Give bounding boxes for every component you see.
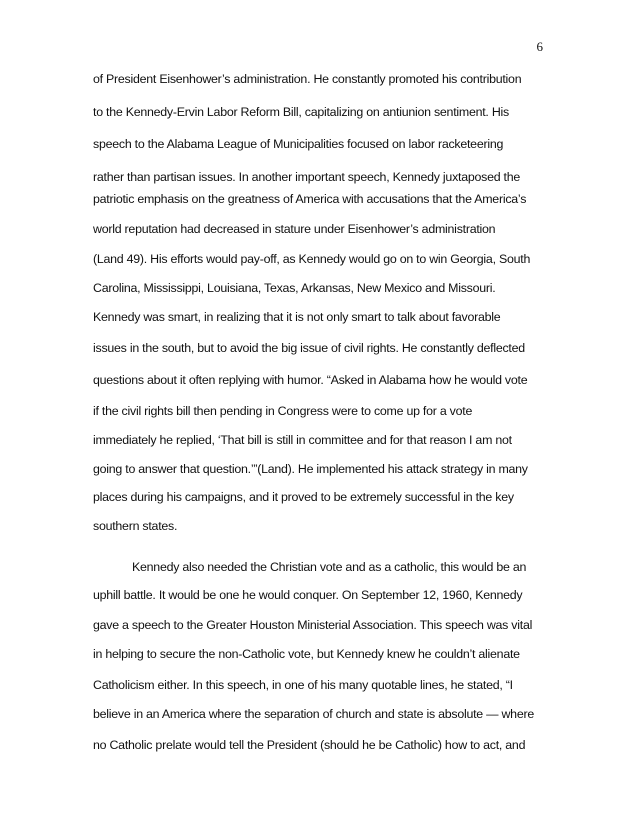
text-line: in helping to secure the non-Catholic vote, but Kennedy knew he couldn’t alienate bbox=[93, 647, 520, 661]
text-line: speech to the Alabama League of Municipalities focused on labor racketeering bbox=[93, 137, 504, 151]
text-line: Kennedy was smart, in realizing that it is not only smart to talk about favorable bbox=[93, 310, 501, 324]
text-line: immediately he replied, ‘That bill is still in committee and for that reason I am not bbox=[93, 433, 512, 447]
page-number: 6 bbox=[536, 39, 543, 54]
text-line: rather than partisan issues. In another important speech, Kennedy juxtaposed the bbox=[93, 170, 521, 184]
paragraph-first-line: Kennedy also needed the Christian vote and as a catholic, this would be an bbox=[132, 560, 527, 574]
text-line: Carolina, Mississippi, Louisiana, Texas, Arkansas, New Mexico and Missouri. bbox=[93, 281, 496, 295]
text-line: (Land 49). His efforts would pay-off, as Kennedy would go on to win Georgia, South bbox=[93, 252, 531, 266]
text-line: issues in the south, but to avoid the big issue of civil rights. He constantly deflected bbox=[93, 341, 525, 355]
text-line: going to answer that question.’”(Land). He implemented his attack strategy in many bbox=[93, 462, 528, 476]
text-line: southern states. bbox=[93, 519, 178, 533]
text-line: places during his campaigns, and it proved to be extremely successful in the key bbox=[93, 490, 514, 504]
text-line: world reputation had decreased in stature under Eisenhower’s administration bbox=[93, 222, 496, 236]
text-line: to the Kennedy-Ervin Labor Reform Bill, capitalizing on antiunion sentiment. His bbox=[93, 105, 509, 119]
text-line: if the civil rights bill then pending in Congress were to come up for a vote bbox=[93, 404, 473, 418]
text-line: questions about it often replying with humor. “Asked in Alabama how he would vote bbox=[93, 373, 528, 387]
text-line: of President Eisenhower’s administration. He constantly promoted his contribution bbox=[93, 72, 522, 86]
text-line: Catholicism either. In this speech, in one of his many quotable lines, he stated, “I bbox=[93, 678, 513, 692]
text-line: no Catholic prelate would tell the President (should he be Catholic) how to act, and bbox=[93, 738, 526, 752]
text-line: believe in an America where the separation of church and state is absolute — where bbox=[93, 707, 534, 721]
text-line: uphill battle. It would be one he would conquer. On September 12, 1960, Kennedy bbox=[93, 588, 523, 602]
text-line: gave a speech to the Greater Houston Ministerial Association. This speech was vital bbox=[93, 618, 533, 632]
text-line: patriotic emphasis on the greatness of America with accusations that the America’s bbox=[93, 192, 527, 206]
